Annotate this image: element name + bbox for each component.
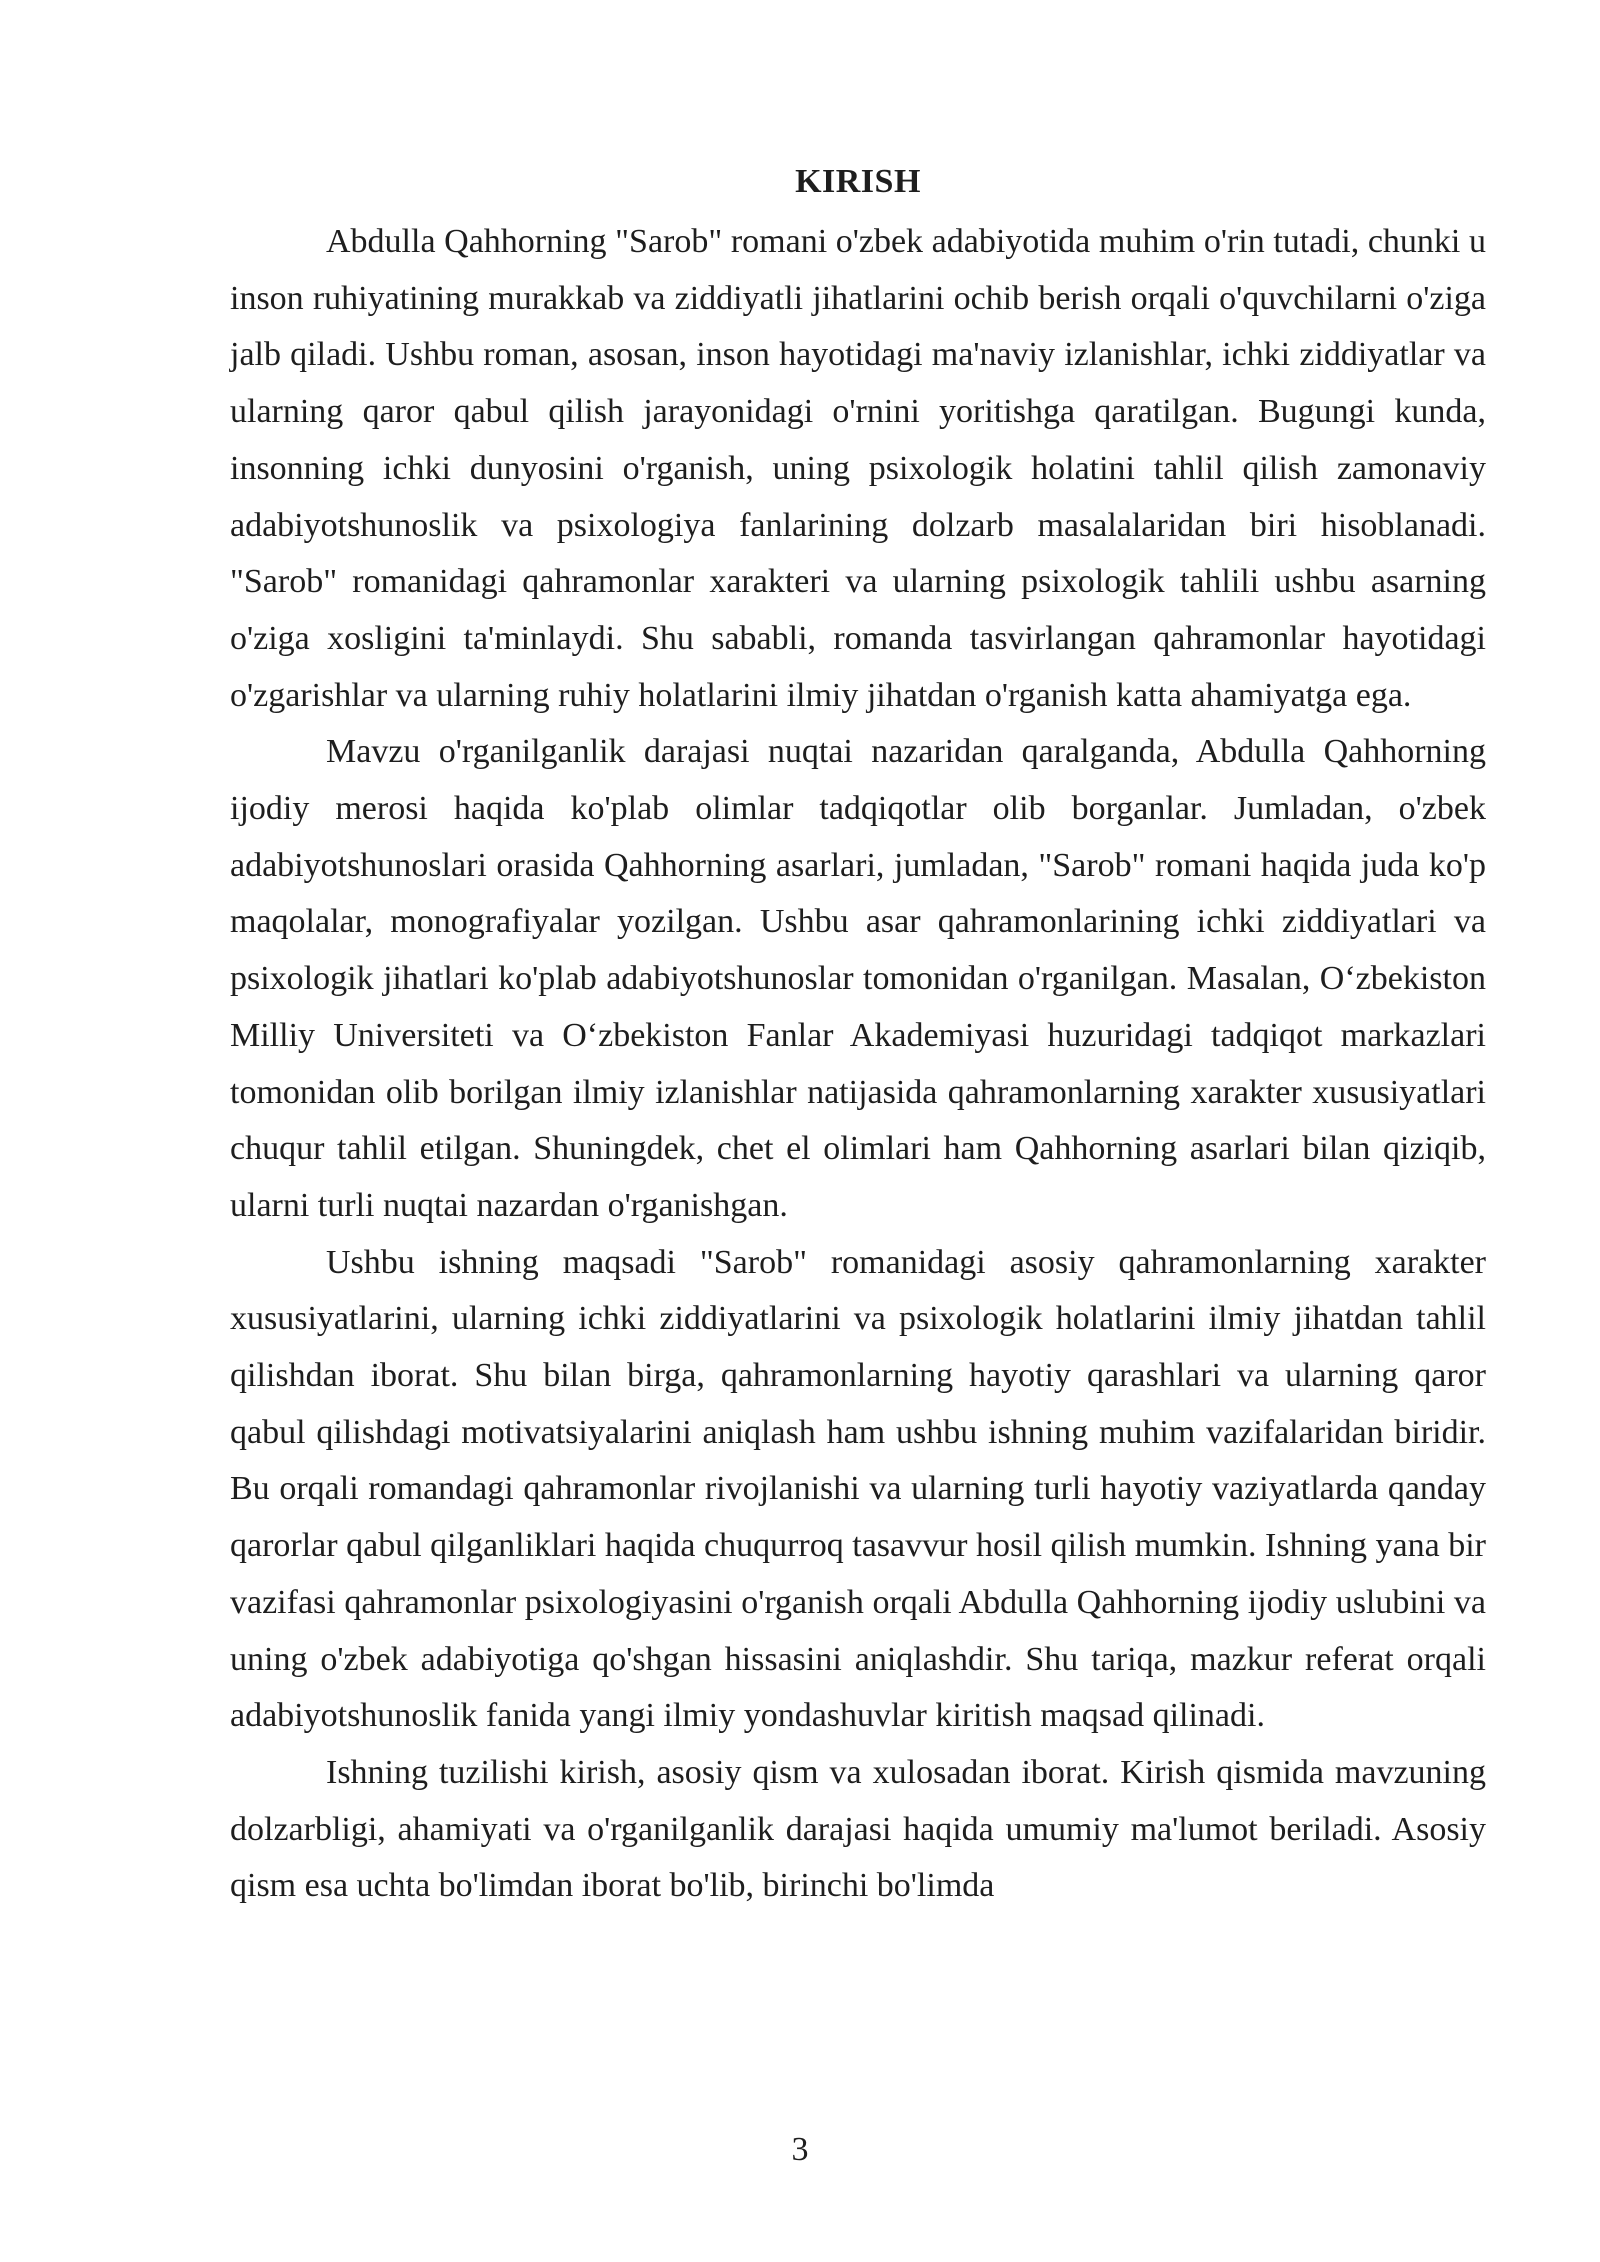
paragraph-relevance: Abdulla Qahhorning "Sarob" romani o'zbek adabiyotida muhim o'rin tutadi, chunki u inson ruhiyatining murakkab va ziddiyatli jihatlarini ochib berish orqali o'quvchilarni o'ziga jalb qiladi. Ushbu roman, asosan, inson hayotidagi ma'naviy izlanishlar, ichki ziddiyatlar va ularning qaror qabul qilish jarayonidagi o'rnini yoritishga qaratilgan. Bugungi kunda, insonning ichki dunyosini o'rganish, uning psixologik holatini tahlil qilish zamonaviy adabiyotshunoslik va psixologiya fanlarining dolzarb masalalaridan biri hisoblanadi. "Sarob" romanidagi qahramonlar xarakteri va ularning psixologik tahlili ushbu asarning o'ziga xosligini ta'minlaydi. Shu sababli, romanda tasvirlangan qahramonlar hayotidagi o'zgarishlar va ularning ruhiy holatlarini ilmiy jihatdan o'rganish katta ahamiyatga ega. — [230, 223, 1486, 714]
paragraph-goals: Ushbu ishning maqsadi "Sarob" romanidagi asosiy qahramonlarning xarakter xususiyatlarini, ularning ichki ziddiyatlarini va psixologik holatlarini ilmiy jihatdan tahlil qilishdan iborat. Shu bilan birga, qahramonlarning hayotiy qarashlari va ularning qaror qabul qilishdagi motivatsiyalarini aniqlash ham ushbu ishning muhim vazifalaridan biridir. Bu orqali romandagi qahramonlar rivojlanishi va ularning turli hayotiy vaziyatlarda qanday qarorlar qabul qilganliklari haqida chuqurroq tasavvur hosil qilish mumkin. Ishning yana bir vazifasi qahramonlar psixologiyasini o'rganish orqali Abdulla Qahhorning ijodiy uslubini va uning o'zbek adabiyotiga qo'shgan hissasini aniqlashdir. Shu tariqa, mazkur referat orqali adabiyotshunoslik fanida yangi ilmiy yondashuvlar kiritish maqsad qilinadi. — [230, 1243, 1486, 1735]
page-number: 3 — [791, 2131, 809, 2168]
page-content — [230, 162, 1486, 1915]
paragraph-structure: Ishning tuzilishi kirish, asosiy qism va xulosadan iborat. Kirish qismida mavzuning dolzarbligi, ahamiyati va o'rganilganlik darajasi haqida umumiy ma'lumot beriladi. Asosiy qism esa uchta bo'limdan iborat bo'lib, birinchi bo'limda — [230, 1753, 1486, 1905]
paragraph-literature-review: Mavzu o'rganilganlik darajasi nuqtai nazaridan qaralganda, Abdulla Qahhorning ijodiy merosi haqida ko'plab olimlar tadqiqotlar olib borganlar. Jumladan, o'zbek adabiyotshunoslari orasida Qahhorning asarlari, jumladan, "Sarob" romani haqida juda ko'p maqolalar, monografiyalar yozilgan. Ushbu asar qahramonlarining ichki ziddiyatlari va psixologik jihatlari ko'plab adabiyotshunoslar tomonidan o'rganilgan. Masalan, O‘zbekiston Milliy Universiteti va O‘zbekiston Fanlar Akademiyasi huzuridagi tadqiqot markazlari tomonidan olib borilgan ilmiy izlanishlar natijasida qahramonlarning xarakter xususiyatlari chuqur tahlil etilgan. Shuningdek, chet el olimlari ham Qahhorning asarlari bilan qiziqib, ularni turli nuqtai nazardan o'rganishgan. — [230, 733, 1486, 1224]
section-heading: KIRISH — [795, 163, 921, 200]
